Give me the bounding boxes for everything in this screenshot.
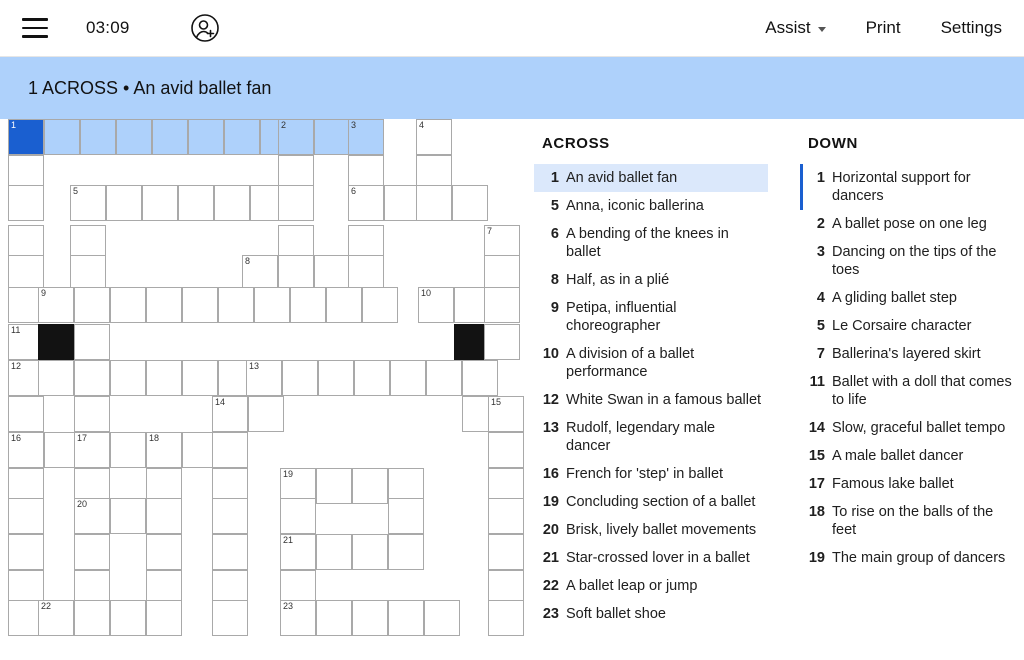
grid-cell[interactable] [214, 185, 250, 221]
grid-cell[interactable] [224, 119, 260, 155]
grid-cell[interactable] [74, 324, 110, 360]
clue-text: A bending of the knees in ballet [566, 226, 729, 260]
assist-menu-button[interactable] [765, 18, 825, 38]
clue-number: 5 [550, 198, 559, 214]
top-toolbar [0, 0, 1024, 57]
grid-cell[interactable] [352, 534, 388, 570]
clue-text: An avid ballet fan [566, 170, 678, 186]
assist-label: Assist [765, 18, 811, 37]
clue-text: A ballet pose on one leg [832, 216, 987, 232]
clue-item[interactable] [534, 544, 768, 572]
clue-text: Ballerina's layered skirt [832, 346, 981, 362]
clue-number: 14 [808, 420, 825, 436]
clue-number: 4 [816, 290, 825, 306]
grid-cell[interactable] [8, 396, 44, 432]
clue-number: 1 [550, 170, 559, 186]
grid-cell[interactable] [484, 287, 520, 323]
grid-cell-number: 2 [281, 120, 287, 130]
grid-cell[interactable] [74, 432, 110, 468]
grid-cell[interactable] [182, 287, 218, 323]
grid-cell[interactable] [110, 432, 146, 468]
clue-text: Le Corsaire character [832, 318, 972, 334]
clue-number: 10 [542, 346, 559, 362]
down-clue-list[interactable] [800, 164, 1018, 572]
clue-item[interactable] [800, 442, 1018, 470]
clue-number: 6 [550, 226, 559, 242]
grid-cell-number: 15 [491, 397, 502, 407]
grid-cell-number: 21 [283, 535, 294, 545]
grid-cell[interactable] [110, 600, 146, 636]
clue-item[interactable] [534, 460, 768, 488]
clue-item[interactable] [534, 164, 768, 192]
clue-number: 18 [808, 504, 825, 520]
grid-cell[interactable] [246, 360, 282, 396]
grid-cell[interactable] [314, 119, 350, 155]
grid-cell-number: 16 [11, 433, 22, 443]
grid-cell[interactable] [362, 287, 398, 323]
grid-cell[interactable] [326, 287, 362, 323]
clue-number: 12 [542, 392, 559, 408]
clue-text: Horizontal support for dancers [832, 170, 971, 204]
grid-cell[interactable] [416, 119, 452, 155]
puzzle-timer[interactable]: 03:09 [86, 18, 130, 37]
clue-number: 1 [816, 170, 825, 186]
grid-cell-number: 1 [11, 120, 17, 130]
clue-item[interactable] [534, 220, 768, 266]
grid-cell[interactable] [212, 600, 248, 636]
grid-cell-number: 13 [249, 361, 260, 371]
clue-item[interactable] [534, 572, 768, 600]
grid-cell[interactable] [488, 396, 524, 432]
clue-item[interactable] [800, 312, 1018, 340]
clue-text: The main group of dancers [832, 550, 1006, 566]
clue-item[interactable] [534, 488, 768, 516]
clue-text: A gliding ballet step [832, 290, 957, 306]
grid-cell[interactable] [70, 255, 106, 291]
clue-item[interactable] [534, 414, 768, 460]
grid-cell[interactable] [44, 119, 80, 155]
clue-text: A ballet leap or jump [566, 578, 698, 594]
grid-cell[interactable] [242, 255, 278, 291]
grid-cell[interactable] [462, 360, 498, 396]
clue-item[interactable] [800, 284, 1018, 312]
down-header: DOWN [808, 135, 858, 152]
grid-cell-number: 20 [77, 499, 88, 509]
grid-cell[interactable] [348, 119, 384, 155]
grid-cell[interactable] [182, 360, 218, 396]
clue-text: Soft ballet shoe [566, 606, 666, 622]
grid-cell[interactable] [188, 119, 224, 155]
grid-cell[interactable] [280, 600, 316, 636]
grid-cell[interactable] [74, 534, 110, 570]
clue-text: Famous lake ballet [832, 476, 954, 492]
clue-text: French for 'step' in ballet [566, 466, 724, 482]
grid-cell-number: 18 [149, 433, 160, 443]
grid-cell[interactable] [316, 600, 352, 636]
grid-cell[interactable] [146, 287, 182, 323]
grid-cell[interactable] [352, 468, 388, 504]
grid-cell[interactable] [178, 185, 214, 221]
grid-cell[interactable] [290, 287, 326, 323]
main-area [0, 119, 1024, 660]
grid-cell[interactable] [74, 498, 110, 534]
grid-cell[interactable] [384, 185, 420, 221]
down-clue-panel [778, 129, 1024, 660]
grid-cell[interactable] [8, 119, 44, 155]
grid-cell[interactable] [390, 360, 426, 396]
clue-number: 3 [816, 244, 825, 260]
clue-item[interactable] [534, 340, 768, 386]
clue-item[interactable] [800, 340, 1018, 368]
grid-cell[interactable] [348, 255, 384, 291]
grid-cell-number: 9 [41, 288, 47, 298]
clue-item[interactable] [800, 544, 1018, 572]
grid-cell[interactable] [254, 287, 290, 323]
clue-number: 15 [808, 448, 825, 464]
across-clue-list[interactable] [534, 164, 768, 628]
grid-cell[interactable] [452, 185, 488, 221]
grid-cell[interactable] [212, 396, 248, 432]
grid-cell[interactable] [70, 185, 106, 221]
grid-cell-number: 19 [283, 469, 294, 479]
clue-item[interactable] [800, 368, 1018, 414]
grid-cell[interactable] [318, 360, 354, 396]
grid-cell-number: 5 [73, 186, 79, 196]
settings-button[interactable]: Settings [940, 18, 1002, 37]
grid-cell[interactable] [110, 287, 146, 323]
grid-cell[interactable] [248, 396, 284, 432]
grid-cell[interactable] [74, 287, 110, 323]
clue-number: 5 [816, 318, 825, 334]
grid-cell[interactable] [110, 498, 146, 534]
grid-cell-number: 11 [11, 325, 21, 335]
clue-item[interactable] [534, 266, 768, 294]
grid-cell[interactable] [314, 255, 350, 291]
grid-cell[interactable] [8, 534, 44, 570]
clue-number: 19 [808, 550, 825, 566]
grid-cell-number: 22 [41, 601, 52, 611]
grid-cell-number: 8 [245, 256, 251, 266]
grid-cell[interactable] [278, 255, 314, 291]
grid-cell[interactable] [278, 185, 314, 221]
grid-cell[interactable] [484, 324, 520, 360]
clue-number: 17 [808, 476, 825, 492]
grid-cell[interactable] [146, 432, 182, 468]
grid-cell[interactable] [146, 360, 182, 396]
clue-item[interactable] [534, 516, 768, 544]
grid-cell[interactable] [74, 360, 110, 396]
grid-cell[interactable] [80, 119, 116, 155]
grid-cell[interactable] [146, 600, 182, 636]
clue-item[interactable] [800, 164, 1018, 210]
grid-cell[interactable] [8, 185, 44, 221]
add-user-icon[interactable] [190, 13, 220, 43]
grid-cell[interactable] [426, 360, 462, 396]
grid-cell[interactable] [106, 185, 142, 221]
clue-text: Rudolf, legendary male dancer [566, 420, 716, 454]
grid-cell[interactable] [212, 432, 248, 468]
clue-text: Half, as in a plié [566, 272, 670, 288]
grid-cell[interactable] [38, 287, 74, 323]
grid-cell-number: 12 [11, 361, 22, 371]
grid-cell[interactable] [38, 360, 74, 396]
grid-cell[interactable] [488, 498, 524, 534]
clue-number: 21 [542, 550, 559, 566]
clue-text: Dancing on the tips of the toes [832, 244, 997, 278]
chevron-down-icon [818, 27, 826, 32]
grid-cell[interactable] [488, 600, 524, 636]
clue-item[interactable] [800, 210, 1018, 238]
clue-text: A division of a ballet performance [566, 346, 695, 380]
grid-cell[interactable] [388, 600, 424, 636]
clue-panels [520, 119, 1024, 660]
grid-cell[interactable] [38, 600, 74, 636]
grid-cell[interactable] [8, 498, 44, 534]
grid-cell[interactable] [218, 287, 254, 323]
grid-cell[interactable] [416, 185, 452, 221]
clue-item[interactable] [800, 414, 1018, 442]
clue-text: Anna, iconic ballerina [566, 198, 704, 214]
clue-text: Brisk, lively ballet movements [566, 522, 757, 538]
clue-number: 19 [542, 494, 559, 510]
clue-number: 11 [809, 374, 825, 390]
across-header: ACROSS [542, 135, 610, 152]
grid-cell[interactable] [352, 600, 388, 636]
grid-cell[interactable] [8, 432, 44, 468]
grid-cell[interactable] [152, 119, 188, 155]
clue-item[interactable] [534, 600, 768, 628]
grid-cell-number: 23 [283, 601, 294, 611]
grid-cell[interactable] [278, 119, 314, 155]
crossword-grid[interactable] [0, 119, 520, 649]
grid-cell-number: 4 [419, 120, 425, 130]
grid-cell[interactable] [388, 498, 424, 534]
grid-cell[interactable] [418, 287, 454, 323]
clue-item[interactable] [800, 470, 1018, 498]
clue-number: 22 [542, 578, 559, 594]
grid-cell[interactable] [146, 534, 182, 570]
grid-cell[interactable] [316, 534, 352, 570]
grid-cell[interactable] [424, 600, 460, 636]
grid-cell-number: 3 [351, 120, 357, 130]
clue-text: To rise on the balls of the feet [832, 504, 994, 538]
clue-number: 23 [542, 606, 559, 622]
clue-item[interactable] [800, 498, 1018, 544]
grid-cell[interactable] [146, 498, 182, 534]
clue-text: Ballet with a doll that comes to life [832, 374, 1012, 408]
grid-cell[interactable] [280, 498, 316, 534]
clue-text: Concluding section of a ballet [566, 494, 756, 510]
clue-number: 20 [542, 522, 559, 538]
grid-cell-number: 6 [351, 186, 357, 196]
clue-item[interactable] [800, 238, 1018, 284]
clue-text: Star-crossed lover in a ballet [566, 550, 750, 566]
grid-cell[interactable] [282, 360, 318, 396]
grid-cell-number: 14 [215, 397, 226, 407]
grid-cell[interactable] [142, 185, 178, 221]
toolbar-right-group [765, 18, 1002, 38]
clue-text: Petipa, influential choreographer [566, 300, 677, 334]
clue-number: 16 [542, 466, 559, 482]
clue-item[interactable] [534, 192, 768, 220]
grid-cell-number: 10 [421, 288, 432, 298]
clue-item[interactable] [534, 294, 768, 340]
grid-cell-number: 17 [77, 433, 88, 443]
clue-number: 9 [550, 300, 559, 316]
clue-text: Slow, graceful ballet tempo [832, 420, 1006, 436]
grid-cell [38, 324, 74, 360]
grid-cell[interactable] [212, 534, 248, 570]
grid-cell[interactable] [74, 396, 110, 432]
grid-cell[interactable] [212, 498, 248, 534]
clue-number: 7 [816, 346, 825, 362]
grid-cell[interactable] [388, 534, 424, 570]
grid-cell[interactable] [280, 534, 316, 570]
grid-cell[interactable] [488, 534, 524, 570]
current-clue-banner[interactable]: 1 ACROSS • An avid ballet fan [0, 57, 1024, 119]
hamburger-menu-icon[interactable] [22, 18, 48, 38]
grid-cell[interactable] [8, 255, 44, 291]
grid-cell[interactable] [488, 432, 524, 468]
grid-cell-number: 7 [487, 226, 493, 236]
across-clue-panel [520, 129, 778, 660]
clue-number: 2 [816, 216, 825, 232]
grid-cell[interactable] [110, 360, 146, 396]
grid-cell[interactable] [74, 600, 110, 636]
print-button[interactable]: Print [865, 18, 901, 37]
clue-text: A male ballet dancer [832, 448, 964, 464]
clue-number: 13 [542, 420, 559, 436]
grid-cell[interactable] [484, 255, 520, 291]
clue-item[interactable] [534, 386, 768, 414]
clue-number: 8 [550, 272, 559, 288]
grid-cell[interactable] [316, 468, 352, 504]
grid-cell[interactable] [354, 360, 390, 396]
grid-cell[interactable] [116, 119, 152, 155]
grid-cell[interactable] [348, 185, 384, 221]
crossword-grid-container [0, 119, 520, 660]
clue-text: White Swan in a famous ballet [566, 392, 762, 408]
